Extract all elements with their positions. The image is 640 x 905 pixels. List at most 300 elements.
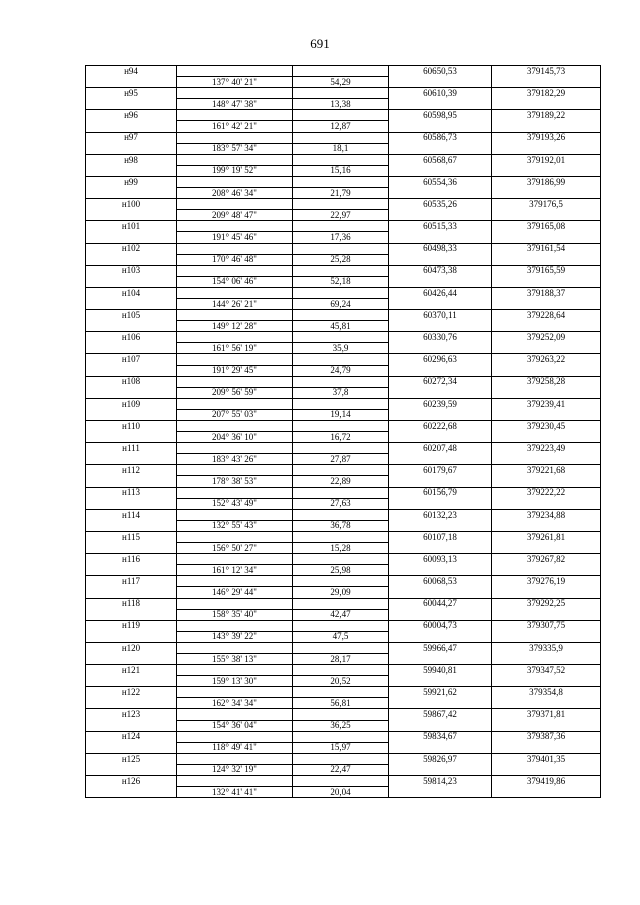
point-name: н122 [86, 687, 177, 698]
point-row [86, 731, 601, 742]
empty-cell [389, 543, 492, 554]
empty-cell [86, 698, 177, 709]
empty-cell [86, 298, 177, 309]
point-name: н112 [86, 465, 177, 476]
segment-row [86, 365, 601, 376]
direction-angle: 137° 40' 21" [177, 77, 293, 88]
empty-cell [177, 576, 293, 587]
empty-cell [492, 232, 601, 243]
empty-cell [86, 165, 177, 176]
empty-cell [389, 121, 492, 132]
empty-cell [86, 787, 177, 798]
direction-angle: 209° 48' 47" [177, 210, 293, 221]
direction-angle: 162° 34' 34" [177, 698, 293, 709]
empty-cell [389, 720, 492, 731]
coord-x: 60610,39 [389, 88, 492, 99]
coord-x: 59921,62 [389, 687, 492, 698]
empty-cell [177, 443, 293, 454]
coord-x: 60044,27 [389, 598, 492, 609]
empty-cell [177, 221, 293, 232]
empty-cell [389, 365, 492, 376]
segment-row [86, 653, 601, 664]
empty-cell [86, 609, 177, 620]
direction-angle: 156° 50' 27" [177, 543, 293, 554]
segment-length: 16,72 [293, 432, 389, 443]
coord-x: 60179,67 [389, 465, 492, 476]
point-row [86, 332, 601, 343]
coord-x: 59940,81 [389, 665, 492, 676]
segment-row [86, 742, 601, 753]
empty-cell [492, 587, 601, 598]
segment-row [86, 210, 601, 221]
coord-y: 379292,25 [492, 598, 601, 609]
empty-cell [86, 543, 177, 554]
point-name: н102 [86, 243, 177, 254]
empty-cell [389, 143, 492, 154]
segment-length: 27,63 [293, 498, 389, 509]
segment-length: 36,25 [293, 720, 389, 731]
empty-cell [177, 531, 293, 542]
coord-x: 60093,13 [389, 554, 492, 565]
coord-y: 379165,59 [492, 265, 601, 276]
empty-cell [86, 432, 177, 443]
point-row [86, 665, 601, 676]
empty-cell [389, 587, 492, 598]
segment-length: 21,79 [293, 188, 389, 199]
empty-cell [86, 409, 177, 420]
point-row [86, 287, 601, 298]
empty-cell [177, 243, 293, 254]
segment-length: 27,87 [293, 454, 389, 465]
empty-cell [177, 776, 293, 787]
point-row [86, 642, 601, 653]
empty-cell [293, 665, 389, 676]
empty-cell [389, 653, 492, 664]
empty-cell [492, 787, 601, 798]
segment-length: 20,04 [293, 787, 389, 798]
direction-angle: 154° 36' 04" [177, 720, 293, 731]
empty-cell [293, 398, 389, 409]
direction-angle: 158° 35' 40" [177, 609, 293, 620]
empty-cell [492, 387, 601, 398]
coord-x: 60296,63 [389, 354, 492, 365]
empty-cell [389, 609, 492, 620]
empty-cell [177, 154, 293, 165]
empty-cell [293, 443, 389, 454]
empty-cell [293, 310, 389, 321]
segment-length: 42,47 [293, 609, 389, 620]
segment-length: 52,18 [293, 276, 389, 287]
coord-x: 60207,48 [389, 443, 492, 454]
point-name: н109 [86, 398, 177, 409]
empty-cell [389, 188, 492, 199]
empty-cell [293, 731, 389, 742]
empty-cell [293, 465, 389, 476]
empty-cell [293, 132, 389, 143]
empty-cell [492, 254, 601, 265]
point-name: н118 [86, 598, 177, 609]
coord-y: 379223,49 [492, 443, 601, 454]
segment-row [86, 676, 601, 687]
empty-cell [492, 498, 601, 509]
coord-x: 60568,67 [389, 154, 492, 165]
coord-x: 60535,26 [389, 199, 492, 210]
point-name: н110 [86, 421, 177, 432]
empty-cell [293, 687, 389, 698]
empty-cell [492, 609, 601, 620]
coord-y: 379189,22 [492, 110, 601, 121]
point-row [86, 376, 601, 387]
empty-cell [293, 287, 389, 298]
empty-cell [492, 520, 601, 531]
empty-cell [389, 565, 492, 576]
empty-cell [86, 343, 177, 354]
segment-row [86, 498, 601, 509]
empty-cell [177, 354, 293, 365]
coord-y: 379401,35 [492, 753, 601, 764]
empty-cell [293, 376, 389, 387]
coord-y: 379335,9 [492, 642, 601, 653]
segment-length: 12,87 [293, 121, 389, 132]
segment-length: 54,29 [293, 77, 389, 88]
coord-y: 379307,75 [492, 620, 601, 631]
segment-length: 13,38 [293, 99, 389, 110]
point-row [86, 620, 601, 631]
segment-length: 47,5 [293, 631, 389, 642]
coord-y: 379222,22 [492, 487, 601, 498]
segment-row [86, 232, 601, 243]
empty-cell [389, 276, 492, 287]
empty-cell [86, 276, 177, 287]
segment-row [86, 543, 601, 554]
point-name: н106 [86, 332, 177, 343]
segment-row [86, 321, 601, 332]
empty-cell [389, 432, 492, 443]
empty-cell [86, 99, 177, 110]
coord-y: 379145,73 [492, 66, 601, 77]
segment-row [86, 454, 601, 465]
empty-cell [389, 165, 492, 176]
coord-y: 379228,64 [492, 310, 601, 321]
segment-length: 22,89 [293, 476, 389, 487]
empty-cell [177, 620, 293, 631]
segment-row [86, 387, 601, 398]
coord-x: 60598,95 [389, 110, 492, 121]
segment-row [86, 99, 601, 110]
direction-angle: 149° 12' 28" [177, 321, 293, 332]
empty-cell [293, 487, 389, 498]
empty-cell [177, 176, 293, 187]
point-name: н100 [86, 199, 177, 210]
segment-length: 25,28 [293, 254, 389, 265]
coord-y: 379387,36 [492, 731, 601, 742]
empty-cell [293, 110, 389, 121]
point-row [86, 487, 601, 498]
segment-row [86, 764, 601, 775]
coord-x: 60272,34 [389, 376, 492, 387]
coord-y: 379354,8 [492, 687, 601, 698]
empty-cell [86, 143, 177, 154]
empty-cell [177, 376, 293, 387]
empty-cell [492, 343, 601, 354]
empty-cell [177, 398, 293, 409]
point-row [86, 243, 601, 254]
point-name: н108 [86, 376, 177, 387]
empty-cell [177, 88, 293, 99]
coord-x: 60515,33 [389, 221, 492, 232]
coord-y: 379261,81 [492, 531, 601, 542]
direction-angle: 199° 19' 52" [177, 165, 293, 176]
coordinates-table-body [86, 66, 601, 798]
coord-x: 60068,53 [389, 576, 492, 587]
direction-angle: 191° 29' 45" [177, 365, 293, 376]
empty-cell [492, 121, 601, 132]
coord-x: 60370,11 [389, 310, 492, 321]
coord-y: 379371,81 [492, 709, 601, 720]
empty-cell [492, 188, 601, 199]
coordinates-table [85, 65, 601, 798]
direction-angle: 144° 26' 21" [177, 298, 293, 309]
empty-cell [492, 764, 601, 775]
empty-cell [492, 698, 601, 709]
point-row [86, 132, 601, 143]
empty-cell [492, 321, 601, 332]
point-name: н104 [86, 287, 177, 298]
direction-angle: 155° 38' 13" [177, 653, 293, 664]
segment-length: 45,81 [293, 321, 389, 332]
segment-length: 15,28 [293, 543, 389, 554]
point-name: н113 [86, 487, 177, 498]
empty-cell [86, 454, 177, 465]
empty-cell [177, 642, 293, 653]
point-name: н125 [86, 753, 177, 764]
empty-cell [86, 587, 177, 598]
segment-length: 56,81 [293, 698, 389, 709]
empty-cell [389, 631, 492, 642]
empty-cell [177, 598, 293, 609]
coord-x: 60650,53 [389, 66, 492, 77]
direction-angle: 161° 56' 19" [177, 343, 293, 354]
empty-cell [293, 265, 389, 276]
coord-y: 379186,99 [492, 176, 601, 187]
empty-cell [389, 742, 492, 753]
empty-cell [86, 653, 177, 664]
empty-cell [86, 254, 177, 265]
segment-length: 36,78 [293, 520, 389, 531]
empty-cell [492, 742, 601, 753]
empty-cell [177, 421, 293, 432]
empty-cell [293, 221, 389, 232]
direction-angle: 132° 41' 41" [177, 787, 293, 798]
point-row [86, 398, 601, 409]
empty-cell [389, 99, 492, 110]
point-row [86, 598, 601, 609]
coord-x: 60330,76 [389, 332, 492, 343]
direction-angle: 124° 32' 19" [177, 764, 293, 775]
point-name: н116 [86, 554, 177, 565]
segment-row [86, 520, 601, 531]
empty-cell [389, 210, 492, 221]
empty-cell [177, 332, 293, 343]
coord-y: 379419,86 [492, 776, 601, 787]
empty-cell [293, 598, 389, 609]
empty-cell [389, 343, 492, 354]
coord-x: 60132,23 [389, 509, 492, 520]
point-row [86, 310, 601, 321]
segment-length: 25,98 [293, 565, 389, 576]
empty-cell [389, 676, 492, 687]
point-row [86, 421, 601, 432]
point-row [86, 66, 601, 77]
point-name: н107 [86, 354, 177, 365]
point-name: н94 [86, 66, 177, 77]
empty-cell [293, 531, 389, 542]
coord-x: 59826,97 [389, 753, 492, 764]
point-name: н123 [86, 709, 177, 720]
empty-cell [177, 199, 293, 210]
coord-x: 59966,47 [389, 642, 492, 653]
empty-cell [492, 565, 601, 576]
segment-row [86, 409, 601, 420]
coord-y: 379230,45 [492, 421, 601, 432]
segment-length: 19,14 [293, 409, 389, 420]
empty-cell [86, 188, 177, 199]
point-row [86, 443, 601, 454]
direction-angle: 183° 43' 26" [177, 454, 293, 465]
direction-angle: 161° 42' 21" [177, 121, 293, 132]
empty-cell [86, 77, 177, 88]
empty-cell [86, 210, 177, 221]
direction-angle: 146° 29' 44" [177, 587, 293, 598]
empty-cell [492, 276, 601, 287]
segment-row [86, 720, 601, 731]
coord-y: 379161,54 [492, 243, 601, 254]
direction-angle: 118° 49' 41" [177, 742, 293, 753]
point-name: н124 [86, 731, 177, 742]
empty-cell [389, 454, 492, 465]
empty-cell [177, 110, 293, 121]
point-row [86, 88, 601, 99]
point-name: н98 [86, 154, 177, 165]
empty-cell [86, 631, 177, 642]
segment-row [86, 787, 601, 798]
empty-cell [86, 720, 177, 731]
coord-x: 60156,79 [389, 487, 492, 498]
empty-cell [293, 776, 389, 787]
empty-cell [177, 487, 293, 498]
empty-cell [492, 409, 601, 420]
empty-cell [492, 77, 601, 88]
empty-cell [389, 498, 492, 509]
point-row [86, 354, 601, 365]
empty-cell [86, 520, 177, 531]
empty-cell [293, 753, 389, 764]
segment-row [86, 631, 601, 642]
empty-cell [293, 354, 389, 365]
coord-y: 379258,28 [492, 376, 601, 387]
empty-cell [389, 409, 492, 420]
point-name: н96 [86, 110, 177, 121]
empty-cell [492, 476, 601, 487]
empty-cell [177, 753, 293, 764]
coord-y: 379221,68 [492, 465, 601, 476]
empty-cell [492, 631, 601, 642]
empty-cell [492, 720, 601, 731]
segment-row [86, 188, 601, 199]
direction-angle: 143° 39' 22" [177, 631, 293, 642]
coord-x: 60554,36 [389, 176, 492, 187]
segment-row [86, 476, 601, 487]
segment-length: 17,36 [293, 232, 389, 243]
empty-cell [389, 387, 492, 398]
empty-cell [86, 476, 177, 487]
empty-cell [177, 509, 293, 520]
coord-x: 59834,67 [389, 731, 492, 742]
coord-y: 379176,5 [492, 199, 601, 210]
point-row [86, 709, 601, 720]
empty-cell [86, 742, 177, 753]
direction-angle: 191° 45' 46" [177, 232, 293, 243]
segment-row [86, 143, 601, 154]
coord-y: 379165,08 [492, 221, 601, 232]
direction-angle: 170° 46' 48" [177, 254, 293, 265]
empty-cell [177, 709, 293, 720]
empty-cell [86, 498, 177, 509]
empty-cell [293, 88, 389, 99]
point-row [86, 776, 601, 787]
point-row [86, 753, 601, 764]
point-row [86, 687, 601, 698]
coord-x: 60222,68 [389, 421, 492, 432]
point-name: н119 [86, 620, 177, 631]
point-row [86, 199, 601, 210]
segment-row [86, 609, 601, 620]
empty-cell [293, 620, 389, 631]
empty-cell [492, 432, 601, 443]
segment-row [86, 432, 601, 443]
segment-length: 69,24 [293, 298, 389, 309]
point-name: н117 [86, 576, 177, 587]
coord-y: 379347,52 [492, 665, 601, 676]
point-name: н126 [86, 776, 177, 787]
empty-cell [177, 665, 293, 676]
point-row [86, 509, 601, 520]
empty-cell [86, 676, 177, 687]
point-row [86, 531, 601, 542]
coord-y: 379182,29 [492, 88, 601, 99]
point-name: н121 [86, 665, 177, 676]
point-name: н103 [86, 265, 177, 276]
point-row [86, 176, 601, 187]
segment-length: 35,9 [293, 343, 389, 354]
segment-length: 15,97 [293, 742, 389, 753]
empty-cell [389, 321, 492, 332]
empty-cell [492, 454, 601, 465]
empty-cell [293, 199, 389, 210]
segment-length: 28,17 [293, 653, 389, 664]
empty-cell [86, 232, 177, 243]
direction-angle: 204° 36' 10" [177, 432, 293, 443]
empty-cell [293, 243, 389, 254]
empty-cell [177, 287, 293, 298]
coord-x: 59814,23 [389, 776, 492, 787]
empty-cell [86, 764, 177, 775]
empty-cell [86, 387, 177, 398]
coord-y: 379252,09 [492, 332, 601, 343]
segment-row [86, 165, 601, 176]
coord-y: 379263,22 [492, 354, 601, 365]
empty-cell [492, 298, 601, 309]
